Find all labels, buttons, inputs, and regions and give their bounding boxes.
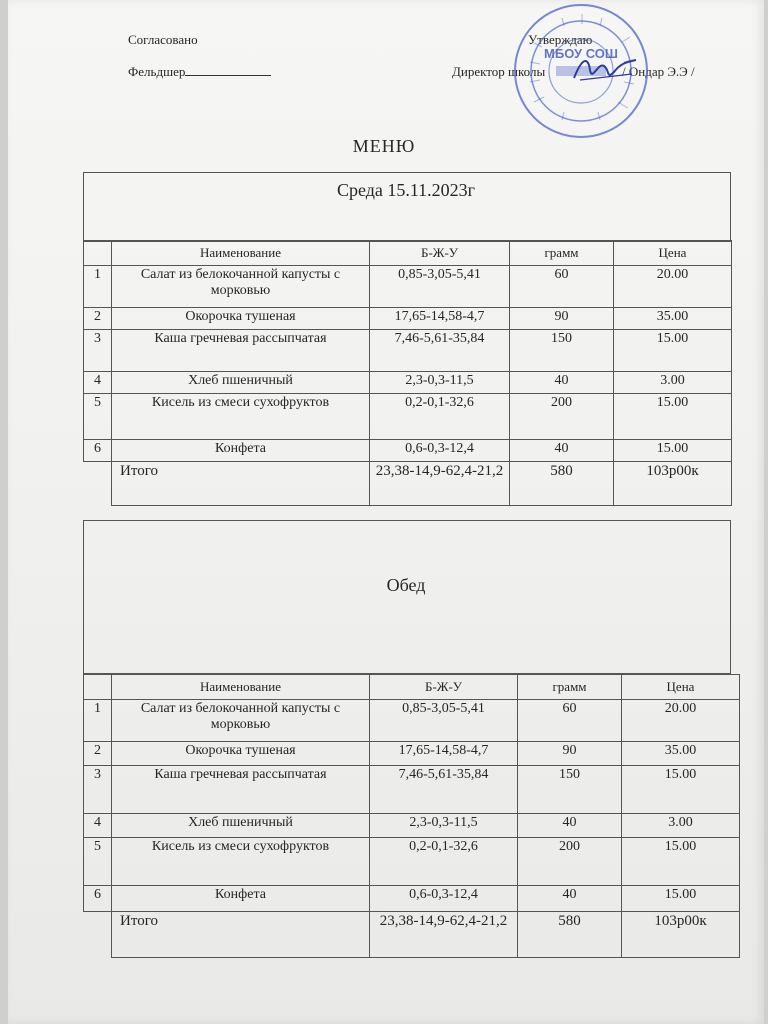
dish-name: Каша гречневая рассыпчатая [112, 766, 370, 814]
table-header-row [84, 675, 740, 700]
header-name: Наименование [112, 675, 370, 700]
dish-name: Кисель из смеси сухофруктов [112, 838, 370, 886]
table-row [84, 440, 732, 462]
dish-name: Конфета [112, 440, 370, 462]
dish-price: 15.00 [614, 440, 732, 462]
dish-price: 3.00 [614, 372, 732, 394]
table-row [84, 308, 732, 330]
table-header-row [84, 241, 732, 266]
table-row [84, 814, 740, 838]
dish-gram: 150 [510, 330, 614, 372]
section-1-title: Среда 15.11.2023г [336, 180, 476, 200]
dish-gram: 40 [510, 440, 614, 462]
dish-gram: 90 [510, 308, 614, 330]
table-row [84, 838, 740, 886]
row-number: 6 [84, 440, 112, 462]
dish-price: 15.00 [622, 838, 740, 886]
header-num [84, 675, 112, 700]
row-number: 5 [84, 838, 112, 886]
dish-name: Салат из белокочанной капусты с морковью [112, 266, 370, 308]
dish-gram: 60 [518, 700, 622, 742]
row-number: 4 [84, 372, 112, 394]
dish-bju: 7,46-5,61-35,84 [370, 330, 510, 372]
dish-price: 15.00 [614, 394, 732, 440]
page-title: МЕНЮ [352, 136, 416, 156]
dish-price: 35.00 [622, 742, 740, 766]
total-gram: 580 [518, 912, 622, 958]
total-price: 103р00к [622, 912, 740, 958]
paramedic-signature-line [185, 65, 271, 76]
table-row [84, 394, 732, 440]
dish-bju: 0,6-0,3-12,4 [370, 886, 518, 912]
dish-name: Салат из белокочанной капусты с морковью [112, 700, 370, 742]
approve-label: Утверждаю [528, 32, 593, 47]
dish-name: Окорочка тушеная [112, 742, 370, 766]
total-price: 103р00к [614, 462, 732, 506]
header-price: Цена [614, 241, 732, 266]
dish-name: Хлеб пшеничный [112, 372, 370, 394]
dish-bju: 7,46-5,61-35,84 [370, 766, 518, 814]
dish-price: 35.00 [614, 308, 732, 330]
row-number: 1 [84, 266, 112, 308]
total-spacer [84, 912, 112, 958]
header-num [84, 241, 112, 266]
table-row [84, 886, 740, 912]
header-gram: грамм [518, 675, 622, 700]
total-bju: 23,38-14,9-62,4-21,2 [370, 462, 510, 506]
table-row [84, 266, 732, 308]
total-label: Итого [112, 462, 370, 506]
dish-name: Хлеб пшеничный [112, 814, 370, 838]
paramedic-label: Фельдшер [128, 64, 186, 79]
header-bju: Б-Ж-У [370, 675, 518, 700]
dish-gram: 40 [518, 814, 622, 838]
row-number: 2 [84, 742, 112, 766]
dish-price: 3.00 [622, 814, 740, 838]
dish-price: 15.00 [622, 886, 740, 912]
menu-table-1 [83, 240, 732, 506]
dish-bju: 2,3-0,3-11,5 [370, 372, 510, 394]
row-number: 6 [84, 886, 112, 912]
dish-name: Конфета [112, 886, 370, 912]
menu-table-2 [83, 674, 740, 958]
table-row [84, 372, 732, 394]
total-spacer [84, 462, 112, 506]
dish-name: Окорочка тушеная [112, 308, 370, 330]
table-row [84, 742, 740, 766]
row-number: 3 [84, 766, 112, 814]
total-gram: 580 [510, 462, 614, 506]
total-row [84, 912, 740, 958]
header-name: Наименование [112, 241, 370, 266]
dish-bju: 0,85-3,05-5,41 [370, 266, 510, 308]
dish-gram: 60 [510, 266, 614, 308]
table-row [84, 700, 740, 742]
dish-name: Каша гречневая рассыпчатая [112, 330, 370, 372]
dish-bju: 17,65-14,58-4,7 [370, 308, 510, 330]
total-bju: 23,38-14,9-62,4-21,2 [370, 912, 518, 958]
dish-price: 15.00 [622, 766, 740, 814]
dish-price: 20.00 [622, 700, 740, 742]
dish-bju: 0,2-0,1-32,6 [370, 394, 510, 440]
dish-gram: 200 [518, 838, 622, 886]
dish-price: 15.00 [614, 330, 732, 372]
dish-bju: 0,85-3,05-5,41 [370, 700, 518, 742]
total-label: Итого [112, 912, 370, 958]
svg-text:МБОУ СОШ: МБОУ СОШ [544, 46, 618, 61]
dish-bju: 2,3-0,3-11,5 [370, 814, 518, 838]
row-number: 3 [84, 330, 112, 372]
section-2-header-frame [83, 520, 731, 674]
agreed-label: Согласовано [128, 32, 198, 47]
dish-name: Кисель из смеси сухофруктов [112, 394, 370, 440]
row-number: 5 [84, 394, 112, 440]
dish-gram: 150 [518, 766, 622, 814]
row-number: 1 [84, 700, 112, 742]
dish-gram: 40 [518, 886, 622, 912]
row-number: 4 [84, 814, 112, 838]
header-gram: грамм [510, 241, 614, 266]
paramedic-line [128, 64, 271, 80]
director-signature [570, 52, 640, 86]
director-name: / Ондар Э.Э / [622, 64, 695, 79]
director-label: Директор школы [452, 64, 546, 79]
dish-gram: 40 [510, 372, 614, 394]
header-price: Цена [622, 675, 740, 700]
row-number: 2 [84, 308, 112, 330]
dish-gram: 90 [518, 742, 622, 766]
section-2-title: Обед [386, 575, 426, 595]
dish-gram: 200 [510, 394, 614, 440]
dish-bju: 0,2-0,1-32,6 [370, 838, 518, 886]
dish-price: 20.00 [614, 266, 732, 308]
total-row [84, 462, 732, 506]
dish-bju: 0,6-0,3-12,4 [370, 440, 510, 462]
dish-bju: 17,65-14,58-4,7 [370, 742, 518, 766]
header-bju: Б-Ж-У [370, 241, 510, 266]
table-row [84, 330, 732, 372]
table-row [84, 766, 740, 814]
